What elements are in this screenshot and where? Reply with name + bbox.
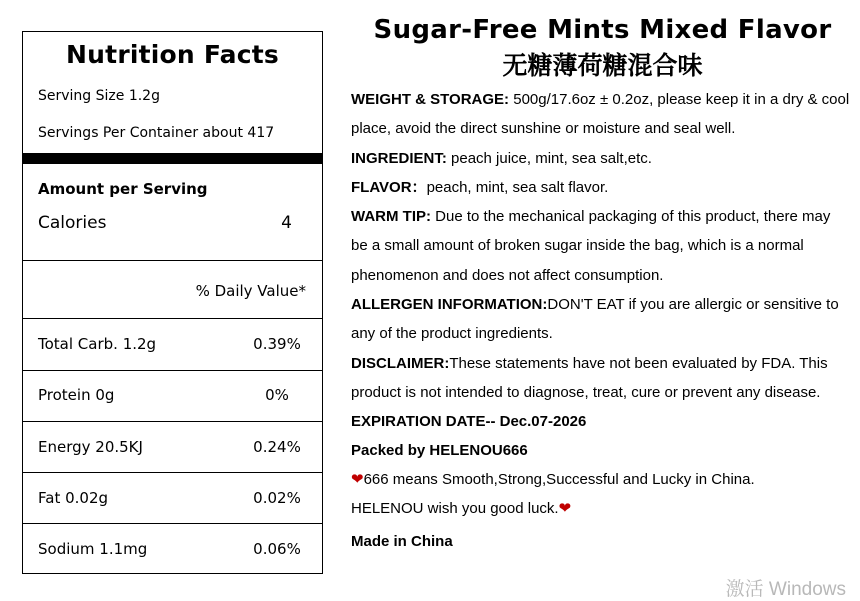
flavor-text: peach, mint, sea salt flavor. <box>426 178 609 196</box>
divider <box>23 370 322 371</box>
thick-divider <box>23 153 322 164</box>
nutrient-daily-value: 0.39% <box>253 335 301 353</box>
allergen-label: ALLERGEN INFORMATION: <box>351 296 548 314</box>
weight-storage-label: WEIGHT & STORAGE: <box>351 91 510 108</box>
nutrient-name: Fat 0.02g <box>38 489 109 507</box>
nutrient-name: Protein 0g <box>38 386 115 404</box>
divider <box>23 472 322 473</box>
lucky-line: ❤666 means Smooth,Strong,Successful and Lucky in China. <box>351 471 755 489</box>
warm-tip-text: Due to the mechanical packaging of this product, there may be a small amount of broken sugar inside the bag, which is a normal phenomenon and does not affect consumption. <box>351 208 831 284</box>
ingredient-label: INGREDIENT: <box>351 149 447 167</box>
weight-storage-text: 500g/17.6oz ± 0.2oz, please keep it in a dry & cool place, avoid the direct sunshine or moisture and seal well. <box>351 91 850 138</box>
weight-storage-section <box>351 85 851 144</box>
ingredient-section <box>351 144 851 173</box>
nutrient-name: Sodium 1.1mg <box>38 540 148 558</box>
calories-label: Calories <box>38 213 107 233</box>
product-title-english: Sugar-Free Mints Mixed Flavor <box>373 15 832 45</box>
flavor-label: FLAVOR： <box>351 178 427 196</box>
calories-value: 4 <box>281 213 292 233</box>
nutrient-name: Energy 20.5KJ <box>38 438 143 456</box>
disclaimer-label: DISCLAIMER: <box>351 354 450 372</box>
divider <box>23 318 322 319</box>
nutrient-name: Total Carb. 1.2g <box>38 335 157 353</box>
daily-value-header: % Daily Value* <box>195 282 306 300</box>
luck-line: HELENOU wish you good luck.❤ <box>351 500 572 518</box>
warm-tip-label: WARM TIP: <box>351 208 431 226</box>
divider <box>23 523 322 524</box>
disclaimer-text: These statements have not been evaluated by FDA. This product is not intended to diagnose, treat, cure or prevent any disease. <box>351 354 828 401</box>
allergen-text: DON'T EAT if you are allergic or sensitive to any of the product ingredients. <box>351 296 839 343</box>
product-title-chinese: 无糖薄荷糖混合味 <box>502 51 703 80</box>
nutrient-daily-value: 0.24% <box>253 438 301 456</box>
made-in: Made in China <box>351 533 453 551</box>
divider <box>23 260 322 261</box>
serving-size: Serving Size 1.2g <box>38 88 160 104</box>
expiration-date: EXPIRATION DATE-- Dec.07-2026 <box>351 413 587 431</box>
activate-windows-watermark: 激活 Windows <box>725 579 846 600</box>
disclaimer-section <box>351 349 851 408</box>
warm-tip-section <box>351 202 851 290</box>
packed-by: Packed by HELENOU666 <box>351 442 528 460</box>
allergen-section <box>351 290 851 349</box>
amount-per-serving: Amount per Serving <box>38 180 208 198</box>
nutrient-daily-value: 0.02% <box>253 489 301 507</box>
divider <box>23 421 322 422</box>
nutrient-daily-value: 0% <box>265 386 289 404</box>
nutrition-facts-title: Nutrition Facts <box>66 40 279 69</box>
nutrient-daily-value: 0.06% <box>253 540 301 558</box>
heart-icon: ❤ <box>351 471 364 489</box>
ingredient-text: peach juice, mint, sea salt,etc. <box>446 149 652 167</box>
servings-per-container: Servings Per Container about 417 <box>38 125 275 141</box>
nutrition-facts-panel <box>22 31 323 574</box>
heart-icon: ❤ <box>558 500 572 518</box>
product-details <box>351 85 851 556</box>
flavor-section <box>351 173 851 202</box>
